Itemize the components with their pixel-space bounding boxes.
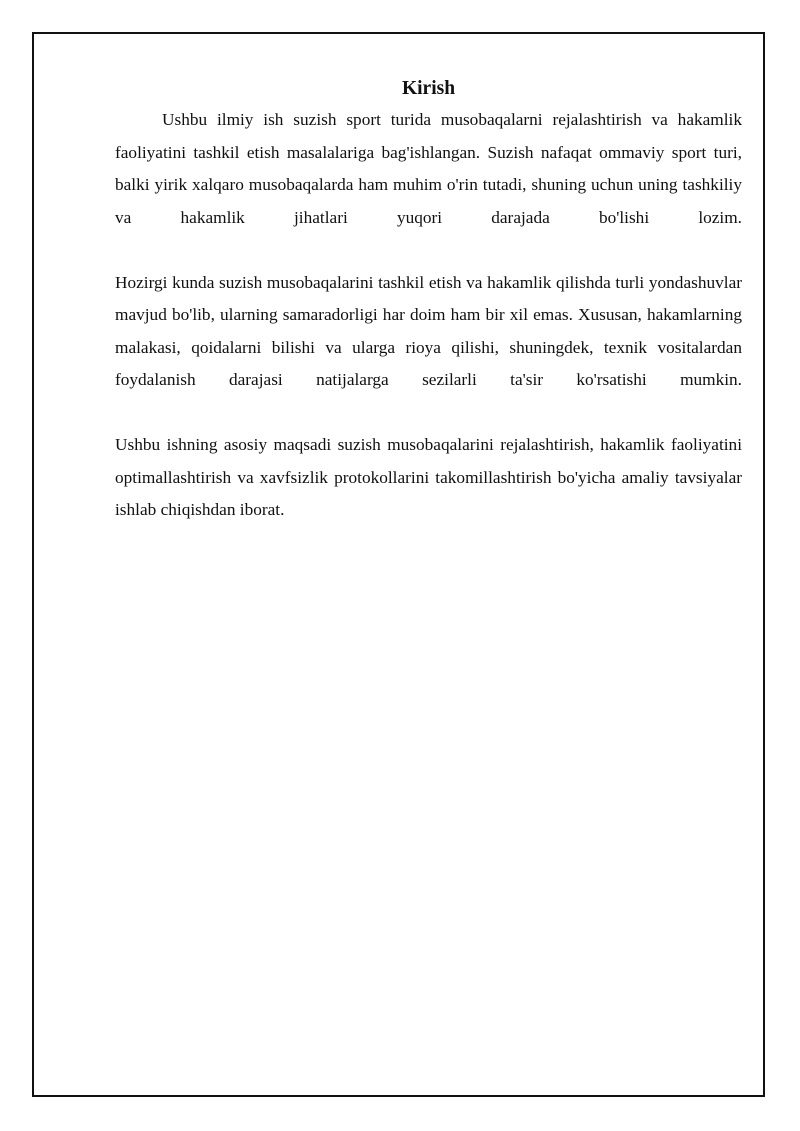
paragraph-intro: Ushbu ilmiy ish suzish sport turida musobaqalarni rejalashtirish va hakamlik faoliyatini tashkil etish masalalariga bag'ishlangan. Suzish nafaqat ommaviy sport turi, balki yirik xalqaro musobaqalarda ham muhim o'rin tutadi, shuning uchun uning tashkiliy va hakamlik jihatlari yuqori darajada bo'lishi lozim. <box>115 110 742 227</box>
paragraph-spacer <box>115 397 742 430</box>
paragraph-approaches: Hozirgi kunda suzish musobaqalarini tashkil etish va hakamlik qilishda turli yondashuvlar mavjud bo'lib, ularning samaradorligi har doim ham bir xil emas. Xususan, hakamlarning malakasi, qoidalarni bilishi va ularga rioya qilishi, shuningdek, texnik vositalardan foydalanish darajasi natijalarga sezilarli ta'sir ko'rsatishi mumkin. <box>115 272 742 389</box>
paragraph-spacer <box>115 234 742 267</box>
page-title: Kirish <box>401 78 456 99</box>
paragraph-goal: Ushbu ishning asosiy maqsadi suzish musobaqalarini rejalashtirish, hakamlik faoliyatini optimallashtirish va xavfsizlik protokollarini takomillashtirish bo'yicha amaliy tavsiyalar ishlab chiqishdan iborat. <box>115 435 742 519</box>
document-body <box>115 74 742 527</box>
